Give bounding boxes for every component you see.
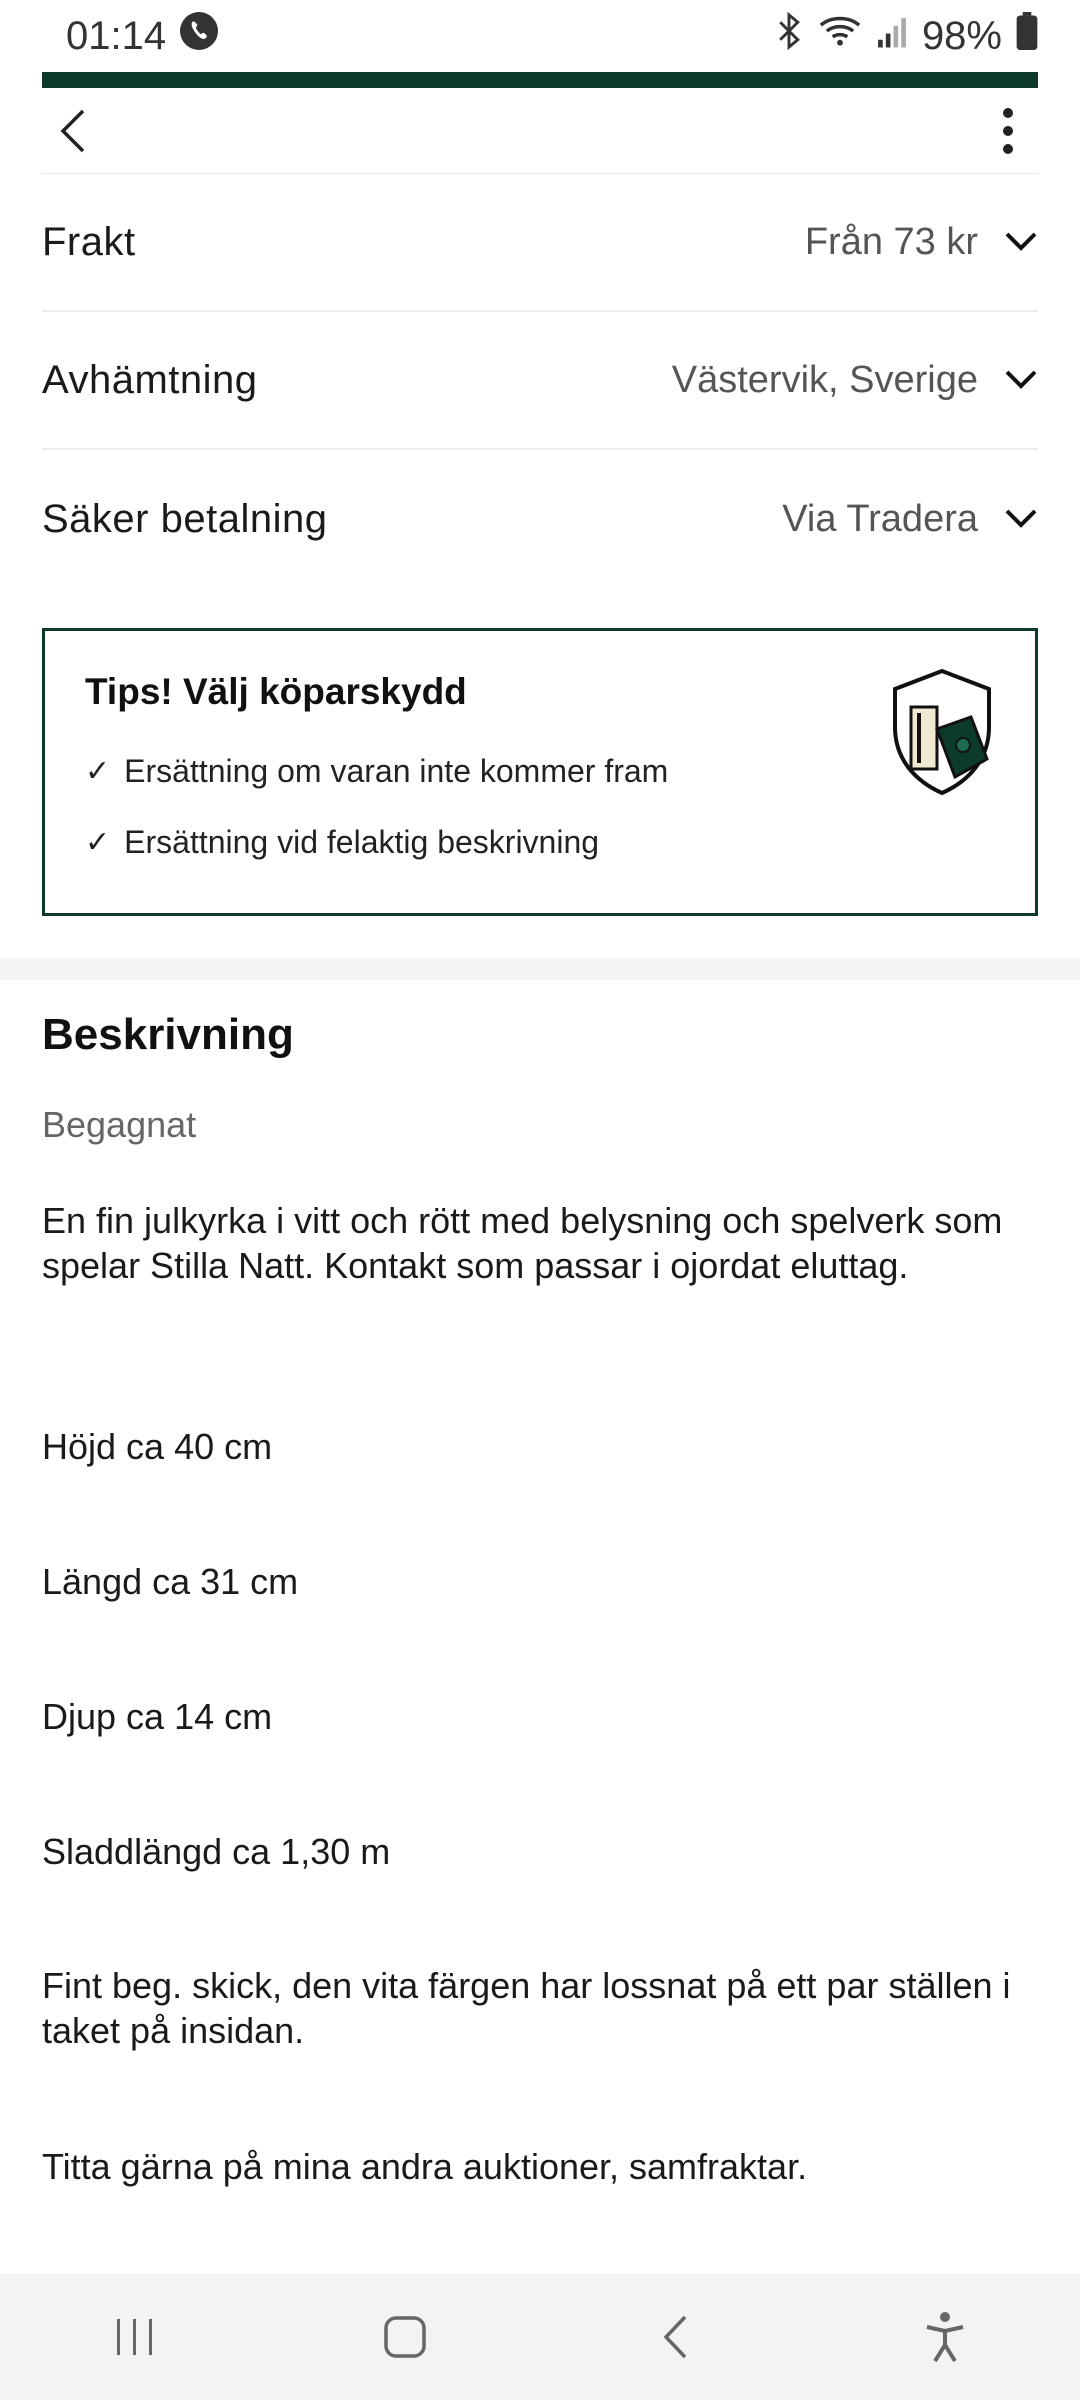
recent-apps-icon (113, 2317, 157, 2357)
recent-apps-button[interactable] (75, 2292, 195, 2382)
status-time: 01:14 (66, 13, 167, 58)
header-accent-strip (42, 72, 1038, 88)
home-icon (383, 2315, 427, 2359)
info-right (805, 221, 1038, 264)
description-paragraph: En fin julkyrka i vitt och rött med belysning och spelverk som spelar Stilla Natt. Kontakt som passar i ojordat eluttag. (42, 1200, 1003, 1286)
status-left (66, 12, 218, 60)
tips-item (85, 753, 995, 790)
status-right (774, 12, 1038, 60)
wifi-icon (818, 12, 862, 60)
info-label: Frakt (42, 219, 136, 264)
tips-item-text: Ersättning vid felaktig beskrivning (124, 824, 600, 860)
info-row-frakt[interactable] (42, 174, 1038, 312)
more-vertical-icon (1000, 107, 1016, 155)
system-navigation-bar (0, 2274, 1080, 2400)
home-button[interactable] (345, 2292, 465, 2382)
status-bar (0, 0, 1080, 72)
tips-item-text: Ersättning om varan inte kommer fram (124, 753, 669, 789)
info-value: Via Tradera (782, 497, 978, 540)
accessibility-icon (923, 2311, 967, 2363)
bluetooth-icon (774, 12, 804, 60)
chevron-down-icon (1004, 369, 1038, 391)
description-paragraph: Längd ca 31 cm (42, 1561, 299, 1602)
description-paragraph: Sladdlängd ca 1,30 m (42, 1831, 391, 1872)
info-value: Från 73 kr (804, 220, 978, 263)
more-options-button[interactable] (978, 101, 1038, 161)
check-icon: ✓ (85, 826, 111, 859)
battery-icon (1016, 12, 1038, 60)
chevron-down-icon (1004, 508, 1038, 530)
info-row-saker-betalning[interactable] (42, 450, 1038, 588)
phone-call-icon (180, 12, 218, 60)
condition-label: Begagnat (42, 1104, 197, 1145)
description-paragraph: Höjd ca 40 cm (42, 1426, 273, 1467)
back-button[interactable] (42, 101, 102, 161)
chevron-left-icon (57, 107, 87, 155)
check-icon: ✓ (85, 755, 111, 788)
info-value: Västervik, Sverige (671, 358, 978, 401)
description-title: Beskrivning (42, 1010, 294, 1059)
system-back-button[interactable] (615, 2292, 735, 2382)
shield-icon (887, 667, 997, 797)
buyer-protection-tips (42, 628, 1038, 916)
info-label: Säker betalning (42, 496, 328, 541)
info-right (782, 498, 1038, 541)
info-label: Avhämtning (42, 357, 258, 402)
description-paragraph: Fint beg. skick, den vita färgen har lossnat på ett par ställen i taket på insidan. (42, 1965, 1011, 2051)
accessibility-button[interactable] (885, 2292, 1005, 2382)
tips-title: Tips! Välj köparskydd (85, 671, 467, 712)
chevron-down-icon (1004, 231, 1038, 253)
info-right (672, 359, 1038, 402)
description-paragraph: Titta gärna på mina andra auktioner, samfraktar. (42, 2146, 808, 2187)
info-row-avhamtning[interactable] (42, 312, 1038, 450)
top-bar (42, 88, 1038, 174)
chevron-left-icon (660, 2313, 690, 2361)
signal-icon (876, 14, 908, 59)
section-separator (0, 958, 1080, 980)
tips-item (85, 824, 995, 861)
description-paragraph: Djup ca 14 cm (42, 1696, 273, 1737)
battery-label: 98% (921, 13, 1002, 58)
